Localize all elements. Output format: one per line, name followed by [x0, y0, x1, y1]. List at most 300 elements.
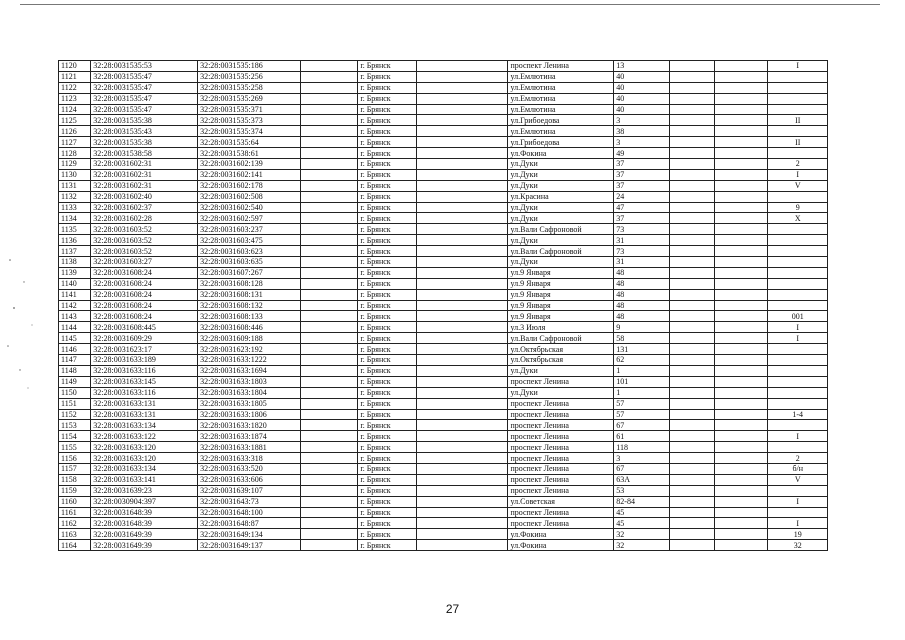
cell-empty: [300, 267, 357, 278]
cell-cadastral-block: 32:28:0031602:37: [91, 202, 198, 213]
cell-empty: [300, 420, 357, 431]
cell-cadastral-block: 32:28:0031608:24: [91, 300, 198, 311]
cell-street: ул.Емлютина: [508, 71, 614, 82]
cell-empty: [715, 246, 768, 257]
cell-row-number: 1126: [59, 126, 91, 137]
cell-empty: [300, 93, 357, 104]
cell-cadastral-number: 32:28:0031535:371: [198, 104, 301, 115]
cell-row-number: 1128: [59, 148, 91, 159]
cell-street: проспект Ленина: [508, 442, 614, 453]
cell-street: ул.Октябрьская: [508, 355, 614, 366]
cell-city: г. Брянск: [358, 213, 416, 224]
cell-empty: [300, 453, 357, 464]
cell-house: 131: [614, 344, 669, 355]
cell-empty: [669, 463, 714, 474]
cell-cadastral-number: 32:28:0031648:87: [198, 518, 301, 529]
cell-row-number: 1159: [59, 485, 91, 496]
cell-empty: [669, 387, 714, 398]
cell-street: ул.Дуки: [508, 387, 614, 398]
cell-row-number: 1158: [59, 474, 91, 485]
cell-cadastral-number: 32:28:0031648:100: [198, 507, 301, 518]
cell-empty: [669, 529, 714, 540]
cell-empty: [669, 224, 714, 235]
cell-empty: [715, 126, 768, 137]
cell-empty: [416, 61, 508, 72]
cell-apartment: [768, 148, 828, 159]
cell-empty: [715, 180, 768, 191]
cell-empty: [669, 213, 714, 224]
cell-empty: [669, 246, 714, 257]
cell-apartment: [768, 507, 828, 518]
cell-row-number: 1160: [59, 496, 91, 507]
cell-empty: [300, 529, 357, 540]
cell-empty: [416, 355, 508, 366]
cell-street: ул.Емлютина: [508, 104, 614, 115]
cell-empty: [669, 409, 714, 420]
cell-empty: [669, 355, 714, 366]
cell-street: проспект Ленина: [508, 420, 614, 431]
cell-cadastral-number: 32:28:0031608:131: [198, 289, 301, 300]
cell-empty: [715, 365, 768, 376]
cell-empty: [416, 191, 508, 202]
cell-cadastral-block: 32:28:0031623:17: [91, 344, 198, 355]
cell-city: г. Брянск: [358, 387, 416, 398]
cell-city: г. Брянск: [358, 540, 416, 551]
cell-city: г. Брянск: [358, 224, 416, 235]
cell-cadastral-number: 32:28:0031639:107: [198, 485, 301, 496]
cell-house: 73: [614, 224, 669, 235]
cell-empty: [300, 126, 357, 137]
cell-empty: [669, 496, 714, 507]
cell-cadastral-number: 32:28:0031603:475: [198, 235, 301, 246]
table-row: [59, 115, 828, 126]
cell-cadastral-number: 32:28:0031609:188: [198, 333, 301, 344]
cell-empty: [669, 202, 714, 213]
cell-empty: [300, 115, 357, 126]
cell-empty: [416, 104, 508, 115]
cell-cadastral-block: 32:28:0031633:120: [91, 453, 198, 464]
cell-empty: [715, 453, 768, 464]
cell-row-number: 1141: [59, 289, 91, 300]
cell-empty: [416, 126, 508, 137]
cell-house: 3: [614, 137, 669, 148]
cell-empty: [669, 420, 714, 431]
table-row: [59, 267, 828, 278]
cell-empty: [715, 507, 768, 518]
cell-empty: [715, 169, 768, 180]
cell-cadastral-number: 32:28:0031607:267: [198, 267, 301, 278]
cell-empty: [715, 159, 768, 170]
cell-cadastral-block: 32:28:0031608:24: [91, 267, 198, 278]
cell-empty: [416, 474, 508, 485]
cell-house: 48: [614, 278, 669, 289]
cell-street: проспект Ленина: [508, 453, 614, 464]
cell-apartment: I: [768, 169, 828, 180]
cell-empty: [300, 137, 357, 148]
cell-house: 31: [614, 257, 669, 268]
cell-empty: [715, 485, 768, 496]
cell-cadastral-block: 32:28:0031535:47: [91, 71, 198, 82]
table-row: [59, 257, 828, 268]
cell-apartment: [768, 104, 828, 115]
cell-cadastral-block: 32:28:0031608:24: [91, 311, 198, 322]
cell-cadastral-number: 32:28:0031633:1820: [198, 420, 301, 431]
cell-empty: [300, 474, 357, 485]
cell-city: г. Брянск: [358, 235, 416, 246]
cell-street: ул.Дуки: [508, 257, 614, 268]
cell-city: г. Брянск: [358, 61, 416, 72]
cell-cadastral-number: 32:28:0031535:258: [198, 82, 301, 93]
cell-cadastral-number: 32:28:0031633:520: [198, 463, 301, 474]
cell-cadastral-number: 32:28:0031649:134: [198, 529, 301, 540]
cell-apartment: II: [768, 115, 828, 126]
cell-empty: [416, 431, 508, 442]
cell-street: проспект Ленина: [508, 409, 614, 420]
cell-house: 49: [614, 148, 669, 159]
cell-empty: [669, 148, 714, 159]
cell-empty: [300, 387, 357, 398]
cell-cadastral-block: 32:28:0031633:189: [91, 355, 198, 366]
cell-street: ул.Емлютина: [508, 93, 614, 104]
cell-empty: [416, 93, 508, 104]
cell-city: г. Брянск: [358, 431, 416, 442]
cell-city: г. Брянск: [358, 71, 416, 82]
cell-row-number: 1146: [59, 344, 91, 355]
cell-street: ул.9 Января: [508, 278, 614, 289]
cell-city: г. Брянск: [358, 442, 416, 453]
cell-city: г. Брянск: [358, 180, 416, 191]
cell-row-number: 1129: [59, 159, 91, 170]
cell-empty: [416, 159, 508, 170]
cell-apartment: [768, 126, 828, 137]
cell-empty: [416, 169, 508, 180]
cell-empty: [300, 224, 357, 235]
cell-house: 24: [614, 191, 669, 202]
cell-empty: [669, 431, 714, 442]
cell-apartment: [768, 191, 828, 202]
cell-cadastral-block: 32:28:0031602:31: [91, 180, 198, 191]
cell-cadastral-number: 32:28:0031602:178: [198, 180, 301, 191]
cell-house: 61: [614, 431, 669, 442]
cell-street: проспект Ленина: [508, 507, 614, 518]
cell-house: 101: [614, 376, 669, 387]
cell-cadastral-block: 32:28:0031633:134: [91, 463, 198, 474]
cell-apartment: [768, 71, 828, 82]
cell-empty: [300, 365, 357, 376]
cell-empty: [715, 224, 768, 235]
cell-cadastral-number: 32:28:0031608:132: [198, 300, 301, 311]
cell-cadastral-number: 32:28:0031633:1803: [198, 376, 301, 387]
cell-empty: [715, 463, 768, 474]
cell-cadastral-block: 32:28:0031535:38: [91, 115, 198, 126]
cell-row-number: 1161: [59, 507, 91, 518]
cell-row-number: 1162: [59, 518, 91, 529]
cell-street: ул.Фокина: [508, 540, 614, 551]
cell-house: 48: [614, 300, 669, 311]
cell-empty: [300, 442, 357, 453]
table-row: [59, 278, 828, 289]
cell-empty: [715, 387, 768, 398]
cell-empty: [669, 115, 714, 126]
cell-apartment: [768, 365, 828, 376]
table-row: [59, 442, 828, 453]
cell-cadastral-number: 32:28:0031538:61: [198, 148, 301, 159]
cell-empty: [715, 333, 768, 344]
cell-row-number: 1153: [59, 420, 91, 431]
cell-empty: [715, 115, 768, 126]
cell-empty: [300, 289, 357, 300]
cell-house: 37: [614, 159, 669, 170]
cell-row-number: 1136: [59, 235, 91, 246]
cell-cadastral-number: 32:28:0031608:133: [198, 311, 301, 322]
cell-row-number: 1137: [59, 246, 91, 257]
cell-cadastral-block: 32:28:0031603:27: [91, 257, 198, 268]
cell-empty: [416, 235, 508, 246]
cell-cadastral-block: 32:28:0031535:53: [91, 61, 198, 72]
cell-street: ул.Фокина: [508, 529, 614, 540]
table-row: [59, 398, 828, 409]
cell-street: ул.3 Июля: [508, 322, 614, 333]
cell-empty: [715, 191, 768, 202]
cell-empty: [300, 61, 357, 72]
cell-city: г. Брянск: [358, 355, 416, 366]
cell-empty: [416, 322, 508, 333]
cell-apartment: I: [768, 518, 828, 529]
cell-house: 40: [614, 104, 669, 115]
cell-empty: [416, 398, 508, 409]
cell-house: 40: [614, 82, 669, 93]
cell-house: 37: [614, 180, 669, 191]
cell-house: 48: [614, 311, 669, 322]
cell-empty: [715, 61, 768, 72]
cell-street: проспект Ленина: [508, 61, 614, 72]
cell-apartment: [768, 235, 828, 246]
cell-cadastral-number: 32:28:0031608:128: [198, 278, 301, 289]
cell-empty: [669, 169, 714, 180]
cell-city: г. Брянск: [358, 496, 416, 507]
cell-empty: [300, 540, 357, 551]
cell-row-number: 1163: [59, 529, 91, 540]
cell-house: 48: [614, 267, 669, 278]
cell-apartment: [768, 289, 828, 300]
cell-street: проспект Ленина: [508, 463, 614, 474]
cell-city: г. Брянск: [358, 398, 416, 409]
cell-empty: [669, 71, 714, 82]
cell-city: г. Брянск: [358, 463, 416, 474]
cell-row-number: 1130: [59, 169, 91, 180]
cell-row-number: 1124: [59, 104, 91, 115]
cell-empty: [300, 376, 357, 387]
cell-street: ул.Дуки: [508, 169, 614, 180]
cell-empty: [669, 376, 714, 387]
cell-street: ул.Дуки: [508, 159, 614, 170]
scan-speckle: [2, 250, 42, 400]
table-row: [59, 485, 828, 496]
cell-city: г. Брянск: [358, 137, 416, 148]
cell-row-number: 1133: [59, 202, 91, 213]
table-row: [59, 61, 828, 72]
cell-street: ул.Красина: [508, 191, 614, 202]
cell-empty: [300, 344, 357, 355]
cell-row-number: 1157: [59, 463, 91, 474]
table-row: [59, 409, 828, 420]
cell-empty: [715, 148, 768, 159]
cell-house: 48: [614, 289, 669, 300]
cell-row-number: 1140: [59, 278, 91, 289]
cell-empty: [300, 355, 357, 366]
cell-house: 1: [614, 365, 669, 376]
cell-cadastral-number: 32:28:0031602:540: [198, 202, 301, 213]
cell-empty: [715, 431, 768, 442]
table-row: [59, 300, 828, 311]
cell-apartment: [768, 420, 828, 431]
cell-street: ул.Дуки: [508, 235, 614, 246]
cell-empty: [300, 300, 357, 311]
cell-empty: [715, 474, 768, 485]
cell-apartment: V: [768, 474, 828, 485]
cell-cadastral-number: 32:28:0031643:73: [198, 496, 301, 507]
cell-empty: [669, 93, 714, 104]
cell-empty: [715, 344, 768, 355]
cell-row-number: 1135: [59, 224, 91, 235]
cell-cadastral-block: 32:28:0031602:40: [91, 191, 198, 202]
cell-cadastral-number: 32:28:0031633:1805: [198, 398, 301, 409]
cell-row-number: 1147: [59, 355, 91, 366]
cell-cadastral-number: 32:28:0031602:508: [198, 191, 301, 202]
cell-apartment: [768, 485, 828, 496]
cell-city: г. Брянск: [358, 257, 416, 268]
table-row: [59, 104, 828, 115]
table-row: [59, 180, 828, 191]
cell-row-number: 1152: [59, 409, 91, 420]
cell-apartment: I: [768, 333, 828, 344]
cell-empty: [715, 267, 768, 278]
cell-empty: [300, 496, 357, 507]
cell-city: г. Брянск: [358, 300, 416, 311]
cell-empty: [669, 180, 714, 191]
cell-house: 45: [614, 507, 669, 518]
cell-cadastral-number: 32:28:0031633:318: [198, 453, 301, 464]
cell-street: ул.Дуки: [508, 213, 614, 224]
cell-apartment: [768, 376, 828, 387]
cell-cadastral-number: 32:28:0031633:1806: [198, 409, 301, 420]
cell-empty: [300, 409, 357, 420]
cell-apartment: I: [768, 322, 828, 333]
table-row: [59, 213, 828, 224]
cell-empty: [669, 344, 714, 355]
cell-house: 32: [614, 529, 669, 540]
cell-cadastral-block: 32:28:0031633:141: [91, 474, 198, 485]
cell-cadastral-block: 32:28:0031633:116: [91, 387, 198, 398]
cell-empty: [300, 169, 357, 180]
cell-street: ул.9 Января: [508, 267, 614, 278]
cell-apartment: I: [768, 496, 828, 507]
cell-house: 63А: [614, 474, 669, 485]
cell-empty: [669, 257, 714, 268]
cell-empty: [300, 191, 357, 202]
cell-empty: [416, 540, 508, 551]
cell-row-number: 1150: [59, 387, 91, 398]
cell-house: 13: [614, 61, 669, 72]
cell-city: г. Брянск: [358, 159, 416, 170]
cell-empty: [416, 71, 508, 82]
cell-empty: [416, 202, 508, 213]
cell-empty: [416, 420, 508, 431]
cell-city: г. Брянск: [358, 507, 416, 518]
cell-city: г. Брянск: [358, 311, 416, 322]
cell-row-number: 1122: [59, 82, 91, 93]
cell-empty: [416, 267, 508, 278]
cell-cadastral-number: 32:28:0031633:1804: [198, 387, 301, 398]
cell-house: 47: [614, 202, 669, 213]
cell-house: 57: [614, 398, 669, 409]
cell-row-number: 1131: [59, 180, 91, 191]
cell-city: г. Брянск: [358, 246, 416, 257]
cell-empty: [715, 529, 768, 540]
table-row: [59, 474, 828, 485]
cell-house: 38: [614, 126, 669, 137]
cell-city: г. Брянск: [358, 115, 416, 126]
table-row: [59, 235, 828, 246]
cell-empty: [715, 322, 768, 333]
cell-empty: [300, 235, 357, 246]
cell-apartment: [768, 224, 828, 235]
cell-city: г. Брянск: [358, 202, 416, 213]
cell-empty: [300, 148, 357, 159]
cell-cadastral-number: 32:28:0031602:597: [198, 213, 301, 224]
cell-apartment: [768, 267, 828, 278]
cell-row-number: 1134: [59, 213, 91, 224]
cell-house: 3: [614, 453, 669, 464]
table-row: [59, 420, 828, 431]
cell-house: 37: [614, 169, 669, 180]
cell-city: г. Брянск: [358, 344, 416, 355]
cell-empty: [300, 322, 357, 333]
cell-empty: [669, 453, 714, 464]
cell-street: ул.Вали Сафроновой: [508, 224, 614, 235]
cell-empty: [416, 224, 508, 235]
cell-city: г. Брянск: [358, 529, 416, 540]
cell-apartment: б/н: [768, 463, 828, 474]
cell-empty: [669, 191, 714, 202]
cell-empty: [669, 159, 714, 170]
cell-cadastral-number: 32:28:0031633:1694: [198, 365, 301, 376]
cell-city: г. Брянск: [358, 453, 416, 464]
cell-city: г. Брянск: [358, 333, 416, 344]
cell-house: 67: [614, 420, 669, 431]
table-row: [59, 322, 828, 333]
cell-empty: [669, 300, 714, 311]
cell-street: проспект Ленина: [508, 376, 614, 387]
table-row: [59, 137, 828, 148]
cell-empty: [416, 463, 508, 474]
cell-city: г. Брянск: [358, 126, 416, 137]
cell-empty: [416, 311, 508, 322]
cell-street: ул.9 Января: [508, 300, 614, 311]
table-row: [59, 333, 828, 344]
table-row: [59, 202, 828, 213]
cell-empty: [669, 235, 714, 246]
cell-cadastral-number: 32:28:0031603:623: [198, 246, 301, 257]
cell-row-number: 1138: [59, 257, 91, 268]
cell-row-number: 1154: [59, 431, 91, 442]
cell-street: ул.Вали Сафроновой: [508, 246, 614, 257]
cell-cadastral-number: 32:28:0031603:635: [198, 257, 301, 268]
table-row: [59, 126, 828, 137]
cell-city: г. Брянск: [358, 191, 416, 202]
cell-street: проспект Ленина: [508, 398, 614, 409]
cell-apartment: [768, 344, 828, 355]
